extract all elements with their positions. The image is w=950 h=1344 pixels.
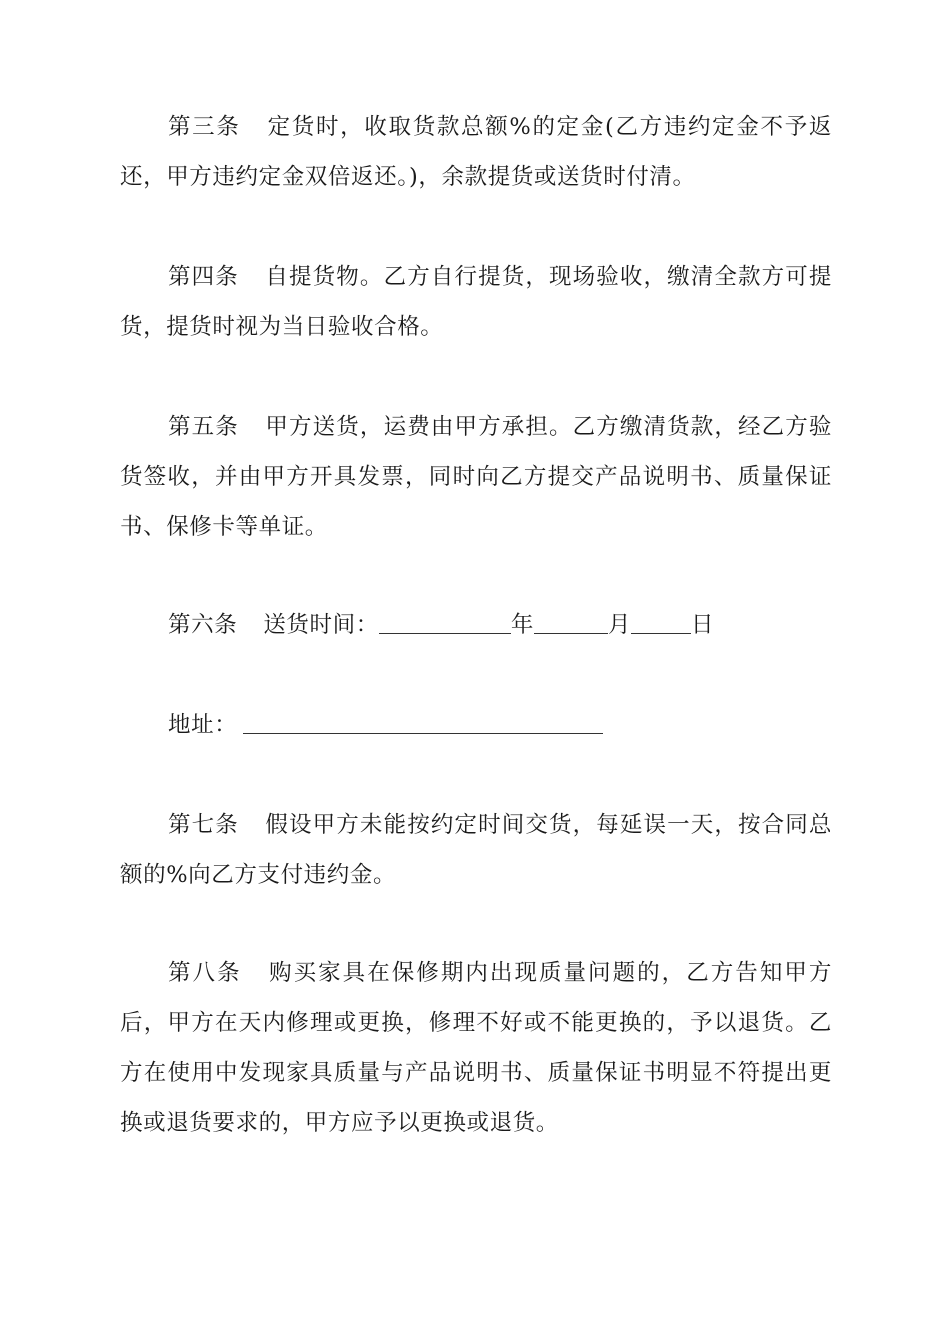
article-6 (120, 600, 832, 650)
article-4 (120, 252, 832, 352)
article-5-text: 甲方送货，运费由甲方承担。乙方缴清货款，经乙方验货签收，并由甲方开具发票，同时向乙方提交产品说明书、质量保证书、保修卡等单证。 (120, 414, 832, 540)
article-3-text: 定货时，收取货款总额%的定金(乙方违约定金不予返还，甲方违约定金双倍返还。)，余款提货或送货时付清。 (120, 114, 832, 190)
article-7-number: 第七条 (168, 812, 239, 838)
article-5-number: 第五条 (168, 414, 239, 440)
day-blank[interactable] (631, 609, 691, 634)
article-8-text: 购买家具在保修期内出现质量问题的，乙方告知甲方后，甲方在天内修理或更换，修理不好或不能更换的，予以退货。乙方在使用中发现家具质量与产品说明书、质量保证书明显不符提出更换或退货要求的，甲方应予以更换或退货。 (120, 960, 832, 1136)
address-blank[interactable] (243, 709, 603, 734)
article-8-number: 第八条 (168, 960, 242, 986)
address-line (120, 700, 832, 750)
article-4-text: 自提货物。乙方自行提货，现场验收，缴清全款方可提货，提货时视为当日验收合格。 (120, 264, 832, 340)
article-5 (120, 402, 832, 552)
article-7-text: 假设甲方未能按约定时间交货，每延误一天，按合同总额的%向乙方支付违约金。 (120, 812, 832, 888)
article-4-number: 第四条 (168, 264, 239, 290)
day-label: 日 (691, 612, 715, 638)
article-6-number: 第六条 (168, 612, 238, 638)
article-8 (120, 948, 832, 1148)
article-3-number: 第三条 (168, 114, 241, 140)
month-label: 月 (607, 612, 632, 638)
article-7 (120, 800, 832, 900)
year-label: 年 (510, 612, 534, 638)
address-label: 地址： (168, 712, 238, 738)
article-3 (120, 102, 832, 202)
delivery-time-label: 送货时间： (263, 612, 379, 638)
year-blank[interactable] (379, 609, 511, 634)
month-blank[interactable] (534, 609, 608, 634)
